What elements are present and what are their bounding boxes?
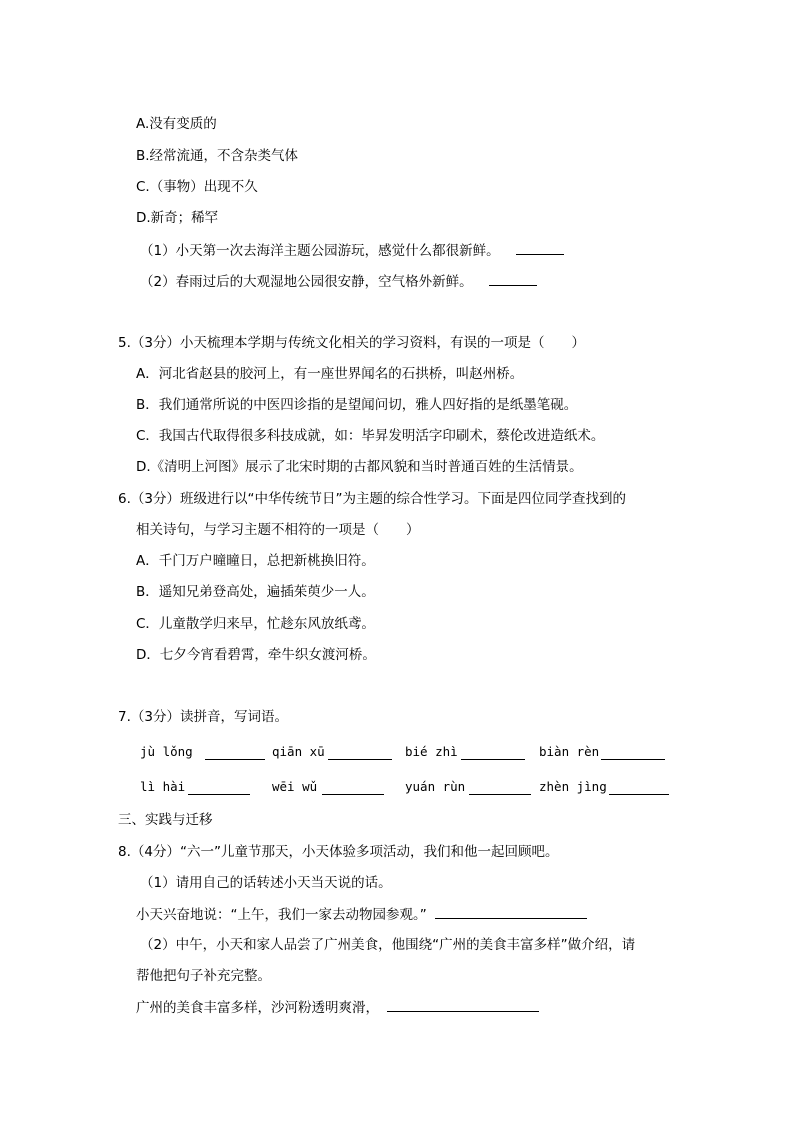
q7-pinyin-4: biàn rèn bbox=[539, 744, 600, 759]
q5-option-c: C．我国古代取得很多科技成就，如：毕昇发明活字印刷术，蔡伦改进造纸术。 bbox=[136, 428, 605, 444]
q6-stem-line2: 相关诗句，与学习主题不相符的一项是（ ） bbox=[136, 522, 420, 538]
q7-answer-blank-5[interactable] bbox=[188, 780, 250, 795]
q8-stem: 8.（4分）“六一”儿童节那天，小天体验多项活动，我们和他一起回顾吧。 bbox=[118, 844, 559, 860]
q7-answer-blank-7[interactable] bbox=[469, 780, 531, 795]
q7-pinyin-8: zhèn jìng bbox=[539, 779, 607, 794]
q7-pinyin-1: jù lǒng bbox=[140, 744, 193, 759]
q7-pinyin-2: qiān xū bbox=[272, 744, 325, 759]
section-heading: 三、实践与迁移 bbox=[118, 812, 213, 828]
q7-pinyin-3: bié zhì bbox=[405, 744, 458, 759]
q7-answer-blank-6[interactable] bbox=[322, 780, 384, 795]
q7-answer-blank-4[interactable] bbox=[601, 745, 665, 760]
q7-answer-blank-8[interactable] bbox=[609, 780, 669, 795]
q6-option-b: B．遥知兄弟登高处，遍插茱萸少一人。 bbox=[136, 584, 375, 600]
q4-sub2-text: （2）春雨过后的大观湿地公园很安静，空气格外新鲜。 bbox=[140, 274, 473, 290]
q4-option-a: A.没有变质的 bbox=[136, 116, 217, 132]
q8-sub2-sentence bbox=[136, 997, 539, 1018]
q7-answer-blank-1[interactable] bbox=[205, 745, 265, 760]
q5-option-a: A．河北省赵县的胶河上，有一座世界闻名的石拱桥，叫赵州桥。 bbox=[136, 366, 524, 382]
q5-option-d: D.《清明上河图》展示了北宋时期的古都风貌和当时普通百姓的生活情景。 bbox=[136, 459, 583, 475]
q8-sub1: （1）请用自己的话转述小天当天说的话。 bbox=[140, 875, 392, 891]
q8-sub2-line1: （2）中午，小天和家人品尝了广州美食，他围绕“广州的美食丰富多样”做介绍，请 bbox=[140, 937, 636, 953]
q6-option-d: D．七夕今宵看碧霄，牵牛织女渡河桥。 bbox=[136, 647, 376, 663]
q6-option-a: A．千门万户曈曈日，总把新桃换旧符。 bbox=[136, 553, 375, 569]
q8-sub2-answer-blank[interactable] bbox=[387, 997, 539, 1012]
q8-sub1-answer-blank[interactable] bbox=[435, 904, 587, 919]
q4-sub2 bbox=[140, 271, 537, 292]
q8-sub1-sentence bbox=[136, 904, 587, 925]
q4-sub2-answer-blank[interactable] bbox=[489, 271, 537, 286]
q4-option-b: B.经常流通，不含杂类气体 bbox=[136, 148, 299, 164]
q8-sub2-line2: 帮他把句子补充完整。 bbox=[136, 968, 271, 984]
q6-option-c: C．儿童散学归来早，忙趁东风放纸鸢。 bbox=[136, 616, 375, 632]
q4-option-c: C.（事物）出现不久 bbox=[136, 179, 258, 195]
q7-answer-blank-2[interactable] bbox=[328, 745, 392, 760]
q7-pinyin-5: lì hài bbox=[140, 779, 186, 794]
q7-pinyin-7: yuán rùn bbox=[405, 779, 466, 794]
q7-pinyin-6: wēi wǔ bbox=[272, 779, 318, 794]
q6-stem-line1: 6.（3分）班级进行以“中华传统节日”为主题的综合性学习。下面是四位同学查找到的 bbox=[118, 491, 626, 507]
q8-sub2-text: 广州的美食丰富多样，沙河粉透明爽滑， bbox=[136, 1000, 379, 1016]
q7-stem: 7.（3分）读拼音，写词语。 bbox=[118, 709, 288, 725]
q8-sub1-text: 小天兴奋地说：“上午，我们一家去动物园参观。” bbox=[136, 907, 427, 923]
q7-answer-blank-3[interactable] bbox=[461, 745, 525, 760]
q4-sub1-text: （1）小天第一次去海洋主题公园游玩，感觉什么都很新鲜。 bbox=[140, 243, 500, 259]
q4-sub1 bbox=[140, 240, 564, 261]
q5-option-b: B．我们通常所说的中医四诊指的是望闻问切，雅人四好指的是纸墨笔砚。 bbox=[136, 397, 578, 413]
q5-stem: 5.（3分）小天梳理本学期与传统文化相关的学习资料，有误的一项是（ ） bbox=[118, 335, 585, 351]
q4-sub1-answer-blank[interactable] bbox=[516, 240, 564, 255]
q4-option-d: D.新奇；稀罕 bbox=[136, 210, 219, 226]
